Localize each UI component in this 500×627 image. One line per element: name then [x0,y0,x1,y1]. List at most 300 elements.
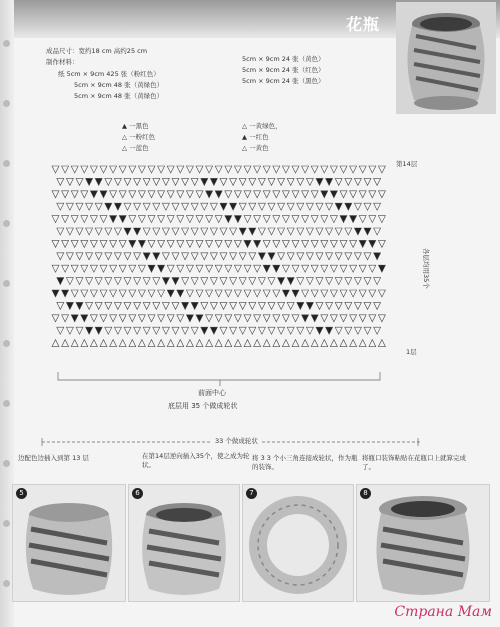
pattern-triangle [162,302,169,309]
pattern-triangle [162,327,169,334]
pattern-triangle [234,191,241,198]
pattern-triangle [119,166,126,173]
pattern-triangle [66,178,73,185]
pattern-triangle [258,327,265,334]
step-text: 在第14层逆向插入35个，使之成为轮状。 [142,452,250,469]
pattern-triangle [134,253,141,260]
pattern-triangle [326,278,333,285]
pattern-triangle [81,191,88,198]
pattern-triangle [316,228,323,235]
pattern-triangle [119,315,126,322]
pattern-triangle [287,203,294,210]
pattern-triangle [278,228,285,235]
pattern-triangle [201,203,208,210]
pattern-triangle [278,253,285,260]
pattern-triangle [230,327,237,334]
pattern-triangle [62,240,69,247]
bottom-row-label: 1层 [406,348,417,356]
pattern-triangle [110,191,117,198]
pattern-triangle [350,166,357,173]
pattern-triangle [350,340,357,347]
pattern-triangle [359,191,366,198]
pattern-triangle [124,178,131,185]
pattern-triangle [138,340,145,347]
pattern-triangle [201,178,208,185]
pattern-triangle [100,216,107,223]
pattern-triangle [326,327,333,334]
pattern-triangle [182,327,189,334]
binding-hole [3,220,10,227]
pattern-triangle [254,290,261,297]
pattern-triangle [81,240,88,247]
pattern-triangle [230,178,237,185]
pattern-triangle [225,290,232,297]
pattern-triangle [57,228,64,235]
pattern-triangle [278,278,285,285]
pattern-triangle [71,340,78,347]
pattern-triangle [129,290,136,297]
pattern-triangle [220,302,227,309]
pattern-triangle [244,240,251,247]
pattern-triangle [186,265,193,272]
pattern-triangle [66,228,73,235]
pattern-triangle [210,327,217,334]
pattern-triangle [321,340,328,347]
pattern-triangle [268,302,275,309]
pattern-triangle [302,166,309,173]
pattern-triangle [330,166,337,173]
pattern-triangle [172,228,179,235]
pattern-triangle [105,253,112,260]
step-photo-7 [242,484,354,602]
pattern-triangle [57,302,64,309]
pattern-triangle [86,203,93,210]
pattern-triangle [369,290,376,297]
pattern-triangle [244,290,251,297]
pattern-triangle [201,228,208,235]
pattern-triangle [206,191,213,198]
side-label: 各层均用35个 [422,248,430,289]
pattern-triangle [225,166,232,173]
pattern-triangle [297,203,304,210]
spec-line: 纸 5cm × 9cm 425 张（粉红色） [58,70,160,78]
pattern-triangle [57,278,64,285]
pattern-triangle [340,340,347,347]
pattern-triangle [335,203,342,210]
pattern-triangle [153,178,160,185]
pattern-triangle [201,278,208,285]
spec-size: 成品尺寸：宽约18 cm 高约25 cm [46,47,148,55]
pattern-triangle [167,191,174,198]
pattern-triangle [234,315,241,322]
pattern-triangle [287,302,294,309]
pattern-triangle [378,191,385,198]
pattern-triangle [191,327,198,334]
pattern-triangle [186,340,193,347]
pattern-triangle [364,228,371,235]
pattern-triangle [71,290,78,297]
pattern-triangle [66,302,73,309]
pattern-triangle [177,191,184,198]
pattern-triangle [330,216,337,223]
pattern-triangle [62,166,69,173]
pattern-triangle [225,191,232,198]
pattern-triangle [62,191,69,198]
pattern-triangle [278,203,285,210]
pattern-triangle [350,216,357,223]
pattern-triangle [76,203,83,210]
pattern-triangle [110,290,117,297]
pattern-triangle [158,216,165,223]
pattern-triangle [119,191,126,198]
pattern-triangle [302,290,309,297]
pattern-triangle [268,278,275,285]
pattern-triangle [129,191,136,198]
pattern-triangle [143,302,150,309]
pattern-triangle [364,278,371,285]
pattern-triangle [52,315,59,322]
pattern-triangle [177,315,184,322]
pattern-triangle [220,327,227,334]
pattern-triangle [100,240,107,247]
pattern-triangle [234,290,241,297]
pattern-triangle [215,315,222,322]
pattern-triangle [191,178,198,185]
pattern-triangle [273,340,280,347]
pattern-triangle [90,290,97,297]
pattern-triangle [86,178,93,185]
pattern-triangle [249,302,256,309]
pattern-triangle [369,265,376,272]
pattern-triangle [249,253,256,260]
binding-hole [3,520,10,527]
pattern-triangle [340,216,347,223]
pattern-triangle [215,265,222,272]
pattern-triangle [282,240,289,247]
pattern-triangle [76,327,83,334]
pattern-triangle [129,265,136,272]
pattern-triangle [244,315,251,322]
pattern-triangle [378,315,385,322]
pattern-triangle [196,166,203,173]
pattern-triangle [244,216,251,223]
pattern-triangle [311,166,318,173]
span-label: 33 个做成轮状 [212,437,261,446]
pattern-triangle [76,278,83,285]
pattern-triangle [268,253,275,260]
pattern-triangle [297,253,304,260]
pattern-triangle [143,327,150,334]
spec-line: 5cm × 9cm 24 张（黑色） [242,77,325,85]
pattern-triangle [191,253,198,260]
pattern-triangle [95,302,102,309]
pattern-triangle [350,265,357,272]
pattern-triangle [234,340,241,347]
pattern-triangle [302,315,309,322]
pattern-triangle [62,290,69,297]
pattern-triangle [95,278,102,285]
pattern-triangle [114,228,121,235]
pattern-triangle [292,290,299,297]
pattern-triangle [316,302,323,309]
pattern-triangle [297,327,304,334]
pattern-triangle [167,315,174,322]
binding-hole [3,100,10,107]
pattern-triangle [158,191,165,198]
pattern-triangle [374,253,381,260]
pattern-triangle [177,216,184,223]
pattern-triangle [201,253,208,260]
pattern-triangle [86,253,93,260]
pattern-triangle [143,178,150,185]
pattern-triangle [282,265,289,272]
pattern-triangle [220,178,227,185]
pattern-triangle [114,203,121,210]
pattern-triangle [263,265,270,272]
pattern-triangle [124,302,131,309]
pattern-triangle [374,278,381,285]
pattern-triangle [162,253,169,260]
pattern-triangle [249,327,256,334]
pattern-triangle [186,216,193,223]
pattern-triangle [335,327,342,334]
pattern-triangle [220,203,227,210]
pattern-triangle [321,191,328,198]
pattern-triangle [110,340,117,347]
pattern-triangle [225,240,232,247]
pattern-triangle [306,228,313,235]
pattern-triangle [306,327,313,334]
pattern-triangle [326,302,333,309]
pattern-triangle [268,327,275,334]
pattern-triangle [335,178,342,185]
pattern-triangle [340,290,347,297]
pattern-triangle [326,253,333,260]
pattern-triangle [143,203,150,210]
pattern-triangle [350,240,357,247]
pattern-triangle [66,278,73,285]
pattern-triangle [254,166,261,173]
pattern-triangle [86,327,93,334]
pattern-triangle [81,216,88,223]
pattern-triangle [119,240,126,247]
pattern-triangle [335,228,342,235]
pattern-triangle [354,253,361,260]
pattern-triangle [100,315,107,322]
pattern-triangle [330,240,337,247]
pattern-triangle [239,228,246,235]
pattern-triangle [292,216,299,223]
pattern-triangle [316,278,323,285]
pattern-triangle [172,278,179,285]
triangle-pattern-diagram [48,160,408,370]
pattern-triangle [210,203,217,210]
pattern-triangle [52,166,59,173]
pattern-triangle [378,340,385,347]
pattern-triangle [86,228,93,235]
pattern-triangle [124,327,131,334]
spec-line: 5cm × 9cm 48 张（黄绿色） [74,92,164,100]
pattern-triangle [210,302,217,309]
pattern-triangle [364,327,371,334]
pattern-triangle [129,216,136,223]
legend-item: ▲ 一红色 [242,133,269,141]
pattern-triangle [244,191,251,198]
pattern-triangle [311,191,318,198]
pattern-triangle [76,302,83,309]
pattern-triangle [134,302,141,309]
pattern-triangle [311,240,318,247]
step-number: 5 [16,488,27,499]
pattern-triangle [196,340,203,347]
pattern-triangle [273,315,280,322]
pattern-triangle [378,216,385,223]
pattern-triangle [86,278,93,285]
binding-hole [3,340,10,347]
pattern-triangle [90,340,97,347]
pattern-triangle [177,240,184,247]
pattern-triangle [311,265,318,272]
pattern-triangle [52,340,59,347]
pattern-triangle [359,216,366,223]
pattern-triangle [167,240,174,247]
pattern-triangle [311,216,318,223]
pattern-triangle [210,253,217,260]
pattern-triangle [335,302,342,309]
pattern-triangle [297,302,304,309]
pattern-triangle [196,191,203,198]
pattern-triangle [326,203,333,210]
pattern-triangle [273,240,280,247]
pattern-triangle [167,265,174,272]
pattern-triangle [95,253,102,260]
pattern-triangle [57,203,64,210]
pattern-triangle [263,240,270,247]
pattern-triangle [153,278,160,285]
step-text: 边配色边插入到第 13 层 [18,454,89,462]
pattern-triangle [66,203,73,210]
spec-materials-label: 制作材料： [46,58,79,66]
pattern-triangle [95,203,102,210]
pattern-triangle [134,278,141,285]
pattern-triangle [374,327,381,334]
pattern-triangle [86,302,93,309]
pattern-triangle [81,166,88,173]
pattern-triangle [186,166,193,173]
pattern-triangle [330,315,337,322]
pattern-triangle [234,265,241,272]
pattern-triangle [100,265,107,272]
pattern-triangle [302,216,309,223]
pattern-triangle [239,327,246,334]
pattern-triangle [311,340,318,347]
pattern-triangle [95,228,102,235]
pattern-triangle [182,203,189,210]
pattern-triangle [239,253,246,260]
pattern-triangle [52,290,59,297]
pattern-triangle [148,265,155,272]
pattern-triangle [71,265,78,272]
pattern-triangle [215,240,222,247]
pattern-triangle [263,191,270,198]
pattern-triangle [340,315,347,322]
pattern-triangle [306,278,313,285]
pattern-triangle [162,178,169,185]
pattern-triangle [321,265,328,272]
pattern-triangle [220,253,227,260]
pattern-triangle [153,203,160,210]
pattern-triangle [278,178,285,185]
pattern-triangle [249,178,256,185]
pattern-triangle [167,340,174,347]
pattern-triangle [57,178,64,185]
pattern-triangle [90,265,97,272]
pattern-triangle [354,203,361,210]
pattern-triangle [52,265,59,272]
pattern-triangle [369,340,376,347]
spec-line: 5cm × 9cm 48 张（黄绿色） [74,81,164,89]
binding-hole [3,580,10,587]
pattern-triangle [100,340,107,347]
pattern-triangle [287,327,294,334]
pattern-triangle [230,203,237,210]
pattern-triangle [162,203,169,210]
pattern-triangle [81,315,88,322]
pattern-triangle [359,290,366,297]
pattern-triangle [114,253,121,260]
pattern-triangle [254,240,261,247]
step-number: 8 [360,488,371,499]
pattern-triangle [129,240,136,247]
pattern-triangle [311,315,318,322]
pattern-triangle [206,265,213,272]
pattern-triangle [282,315,289,322]
pattern-triangle [186,240,193,247]
pattern-triangle [90,216,97,223]
pattern-triangle [316,178,323,185]
pattern-triangle [119,290,126,297]
pattern-triangle [273,216,280,223]
pattern-triangle [105,327,112,334]
step-photo-6 [128,484,240,602]
pattern-triangle [359,315,366,322]
pattern-triangle [254,191,261,198]
legend-item: △ 一黄绿色， [242,122,282,130]
pattern-triangle [105,278,112,285]
pattern-triangle [110,166,117,173]
pattern-triangle [110,240,117,247]
pattern-triangle [57,327,64,334]
pattern-triangle [148,315,155,322]
pattern-triangle [62,265,69,272]
pattern-triangle [306,203,313,210]
pattern-triangle [71,315,78,322]
pattern-triangle [244,265,251,272]
pattern-triangle [90,191,97,198]
pattern-triangle [258,228,265,235]
pattern-triangle [359,265,366,272]
pattern-triangle [292,340,299,347]
base-label: 底层用 35 个做成轮状 [168,402,238,410]
pattern-triangle [105,203,112,210]
pattern-triangle [369,240,376,247]
pattern-triangle [182,228,189,235]
step-photo-5 [12,484,126,602]
pattern-triangle [292,265,299,272]
pattern-triangle [282,290,289,297]
pattern-triangle [210,228,217,235]
pattern-triangle [263,290,270,297]
